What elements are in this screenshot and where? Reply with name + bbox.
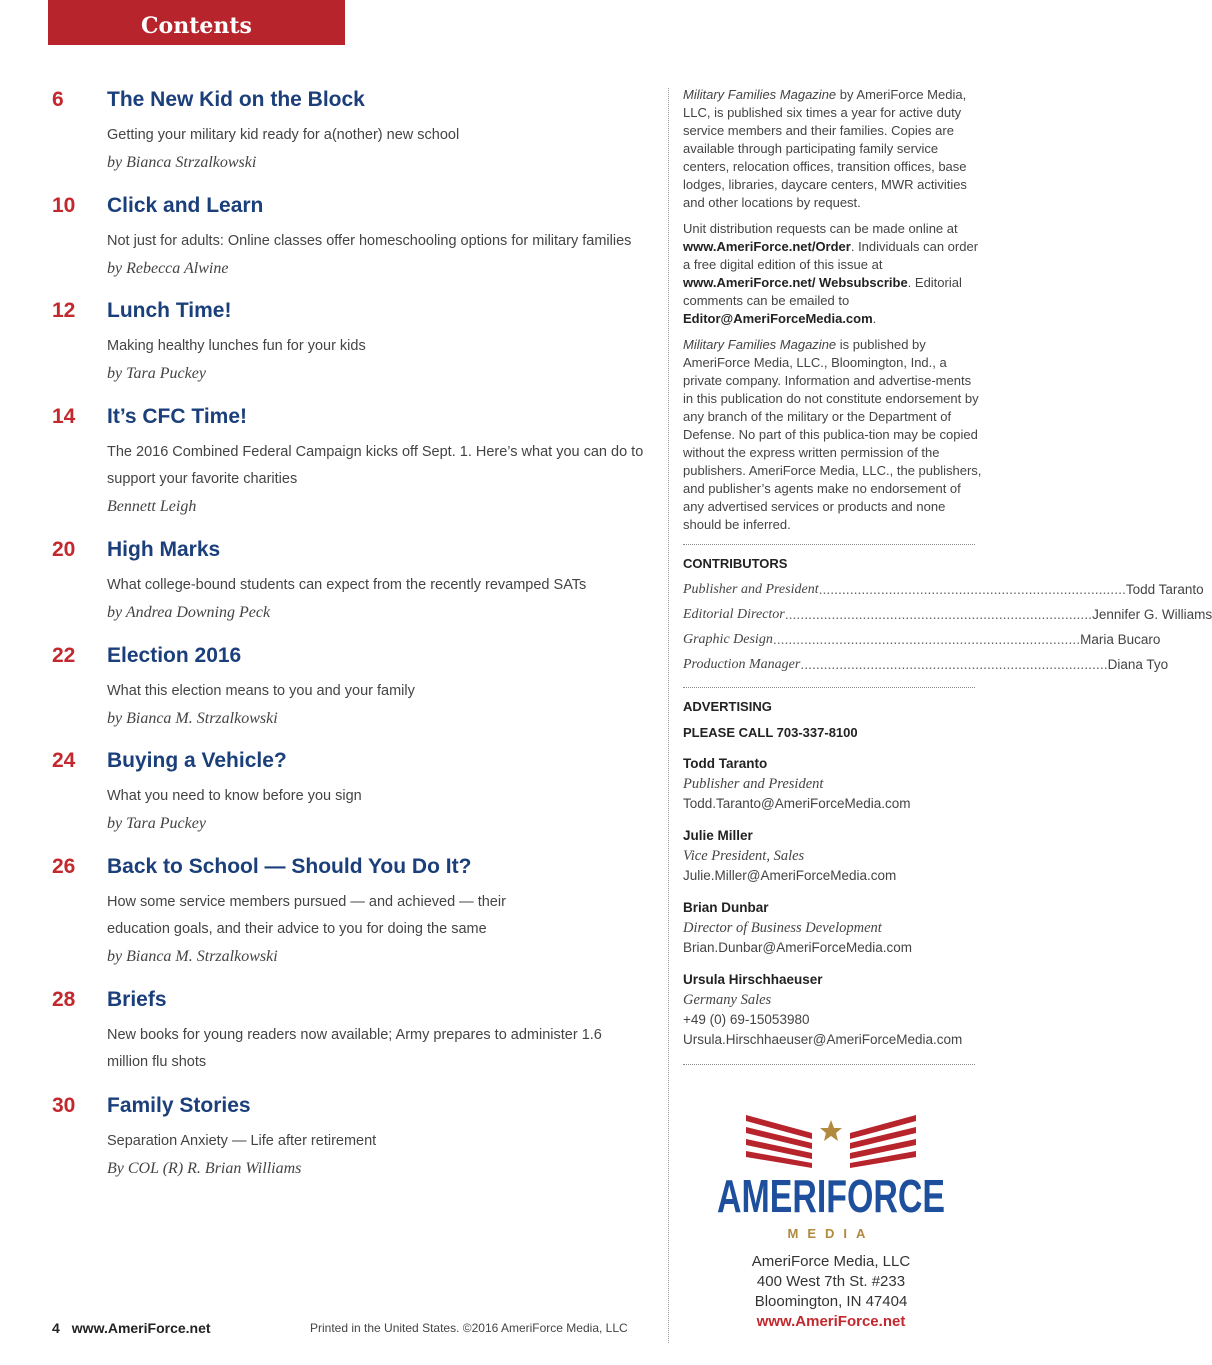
contributor-row <box>683 577 1204 602</box>
footer <box>52 1320 211 1336</box>
contact-name: Julie Miller <box>683 828 753 843</box>
contact-name: Brian Dunbar <box>683 900 769 915</box>
article-author: by Bianca M. Strzalkowski <box>107 710 278 727</box>
article-author: by Andrea Downing Peck <box>107 604 271 621</box>
contact-name: Todd Taranto <box>683 756 768 771</box>
column-divider <box>668 88 669 1343</box>
contact-email[interactable]: Julie.Miller@AmeriForceMedia.com <box>683 868 897 883</box>
article-author: by Bianca Strzalkowski <box>107 154 257 171</box>
ameriforce-logo <box>700 1112 962 1247</box>
dotted-divider <box>683 544 975 545</box>
article-description: Separation Anxiety — Life after retirement By COL (R) R. Brian Williams <box>107 1128 667 1182</box>
contact-name: Ursula Hirschhaeuser <box>683 972 823 987</box>
article-title[interactable]: High Marks <box>107 538 221 561</box>
advertising-heading: ADVERTISING <box>683 699 772 714</box>
contents-header: Contents <box>48 0 345 45</box>
address-line: 400 West 7th St. #233 <box>756 1273 906 1290</box>
contributor-name: Maria Bucaro <box>1080 632 1161 647</box>
page-number: 30 <box>52 1094 76 1117</box>
article-description: Making healthy lunches fun for your kids by Tara Puckey <box>107 333 667 387</box>
page-number: 6 <box>52 88 64 111</box>
company-url-link[interactable]: www.AmeriForce.net <box>756 1313 906 1330</box>
ad-contact <box>683 754 983 814</box>
article-author: by Rebecca Alwine <box>107 260 229 277</box>
contact-email[interactable]: Ursula.Hirschhaeuser@AmeriForceMedia.com <box>683 1032 963 1047</box>
contact-title: Director of Business Development <box>683 920 882 936</box>
distribution-text: . Individuals can order a free digital edition of this issue at <box>683 239 979 272</box>
publication-text: by AmeriForce Media, LLC, is published six times a year for active duty service members and their families. Copies are available through participating family service centers, relocation offices, transition offices, base lodges, libraries, daycare centers, MWR activities and other locations by request. <box>683 87 967 210</box>
contributor-row <box>683 652 1169 677</box>
article-description: How some service members pursued — and achieved — their education goals, and their advice to you for doing the same by Bianca M. Strzalkowski <box>107 889 537 970</box>
article-title[interactable]: Buying a Vehicle? <box>107 749 287 772</box>
article-description: What this election means to you and your family by Bianca M. Strzalkowski <box>107 678 667 732</box>
page-number: 28 <box>52 988 76 1011</box>
star-icon <box>820 1120 842 1141</box>
page-number: 24 <box>52 749 76 772</box>
article-title[interactable]: Lunch Time! <box>107 299 232 322</box>
contact-phone: +49 (0) 69-15053980 <box>683 1012 810 1027</box>
contributor-row <box>683 602 1212 627</box>
contributor-row <box>683 627 1161 652</box>
address-line: Bloomington, IN 47404 <box>754 1293 908 1310</box>
order-link[interactable]: www.AmeriForce.net/Order <box>683 239 851 254</box>
article-title[interactable]: Back to School — Should You Do It? <box>107 855 472 878</box>
contributor-role: Editorial Director <box>683 607 785 622</box>
article-description: What you need to know before you sign by Tara Puckey <box>107 783 667 837</box>
contact-email[interactable]: Todd.Taranto@AmeriForceMedia.com <box>683 796 911 811</box>
contributor-role: Graphic Design <box>683 632 773 647</box>
contact-title: Publisher and President <box>683 776 824 792</box>
ad-contact <box>683 970 983 1050</box>
websubscribe-link[interactable]: www.AmeriForce.net/ Websubscribe <box>683 275 908 290</box>
article-description: What college-bound students can expect from the recently revamped SATs by Andrea Downing Peck <box>107 572 667 626</box>
company-address <box>700 1252 962 1332</box>
distribution-text: . <box>872 311 877 326</box>
contact-email[interactable]: Brian.Dunbar@AmeriForceMedia.com <box>683 940 913 955</box>
page-number: 26 <box>52 855 76 878</box>
contact-title: Vice President, Sales <box>683 848 805 864</box>
article-title[interactable]: The New Kid on the Block <box>107 88 365 111</box>
dot-leader <box>819 577 1126 602</box>
article-title[interactable]: It’s CFC Time! <box>107 405 248 428</box>
contributor-name: Todd Taranto <box>1125 582 1204 597</box>
article-author: By COL (R) R. Brian Williams <box>107 1160 302 1177</box>
article-title[interactable]: Click and Learn <box>107 194 264 217</box>
article-author: Bennett Leigh <box>107 498 197 515</box>
article-title[interactable]: Election 2016 <box>107 644 242 667</box>
advertising-phone: PLEASE CALL 703-337-8100 <box>683 725 858 740</box>
contributor-role: Publisher and President <box>683 582 819 597</box>
dotted-divider <box>683 687 975 688</box>
dot-leader <box>785 602 1092 627</box>
logo-subtitle: MEDIA <box>787 1226 875 1241</box>
legal-notice <box>683 336 983 534</box>
distribution-text: . Editorial comments can be emailed to <box>683 275 962 308</box>
page-number: 10 <box>52 194 76 217</box>
contributor-name: Diana Tyo <box>1107 657 1169 672</box>
page-number: 22 <box>52 644 76 667</box>
dot-leader <box>773 627 1080 652</box>
distribution-text: Unit distribution requests can be made online at <box>683 221 958 236</box>
legal-text: is published by AmeriForce Media, LLC., Bloomington, Ind., a private company. Information and advertise-ments in this publication do not constitute endorsement by any branch of the military or the Department of Defense. No part of this publica-tion may be copied without the express written permission of the publishers. AmeriForce Media, LLC., the publishers, and publisher’s agents make no endorsement of any advertised services or products and none should be inferred. <box>683 337 982 532</box>
ad-contact <box>683 826 983 886</box>
contributors-heading: CONTRIBUTORS <box>683 556 788 571</box>
editor-email-link[interactable]: Editor@AmeriForceMedia.com <box>683 311 873 326</box>
page-number: 20 <box>52 538 76 561</box>
article-author: by Tara Puckey <box>107 815 206 832</box>
magazine-name: Military Families Magazine <box>683 87 837 102</box>
article-title[interactable]: Briefs <box>107 988 167 1011</box>
footer-page-number: 4 <box>52 1320 60 1336</box>
contributor-name: Jennifer G. Williams <box>1092 607 1212 622</box>
contact-title: Germany Sales <box>683 992 772 1008</box>
distribution-info <box>683 220 983 328</box>
magazine-name: Military Families Magazine <box>683 337 837 352</box>
sidebar <box>683 86 1212 1075</box>
page-number: 12 <box>52 299 76 322</box>
publication-info <box>683 86 983 212</box>
contributor-role: Production Manager <box>683 657 801 672</box>
article-description: Getting your military kid ready for a(nother) new school by Bianca Strzalkowski <box>107 122 667 176</box>
footer-copyright: Printed in the United States. ©2016 AmeriForce Media, LLC <box>310 1321 628 1335</box>
dot-leader <box>800 652 1107 677</box>
footer-website-link[interactable]: www.AmeriForce.net <box>71 1320 211 1336</box>
dotted-divider <box>683 1064 975 1065</box>
ad-contact <box>683 898 983 958</box>
article-description: New books for young readers now available; Army prepares to administer 1.6 million flu shots <box>107 1027 602 1070</box>
logo-wordmark: AMERIFORCE <box>717 1170 945 1222</box>
contributors-list <box>683 577 1212 677</box>
article-title[interactable]: Family Stories <box>107 1094 251 1117</box>
address-line: AmeriForce Media, LLC <box>751 1253 911 1270</box>
article-description: Not just for adults: Online classes offer homeschooling options for military families by Rebecca Alwine <box>107 228 682 282</box>
article-author: by Bianca M. Strzalkowski <box>107 948 278 965</box>
article-author: by Tara Puckey <box>107 365 206 382</box>
page-number: 14 <box>52 405 76 428</box>
article-description: The 2016 Combined Federal Campaign kicks off Sept. 1. Here’s what you can do to support your favorite charities Bennett Leigh <box>107 439 657 520</box>
